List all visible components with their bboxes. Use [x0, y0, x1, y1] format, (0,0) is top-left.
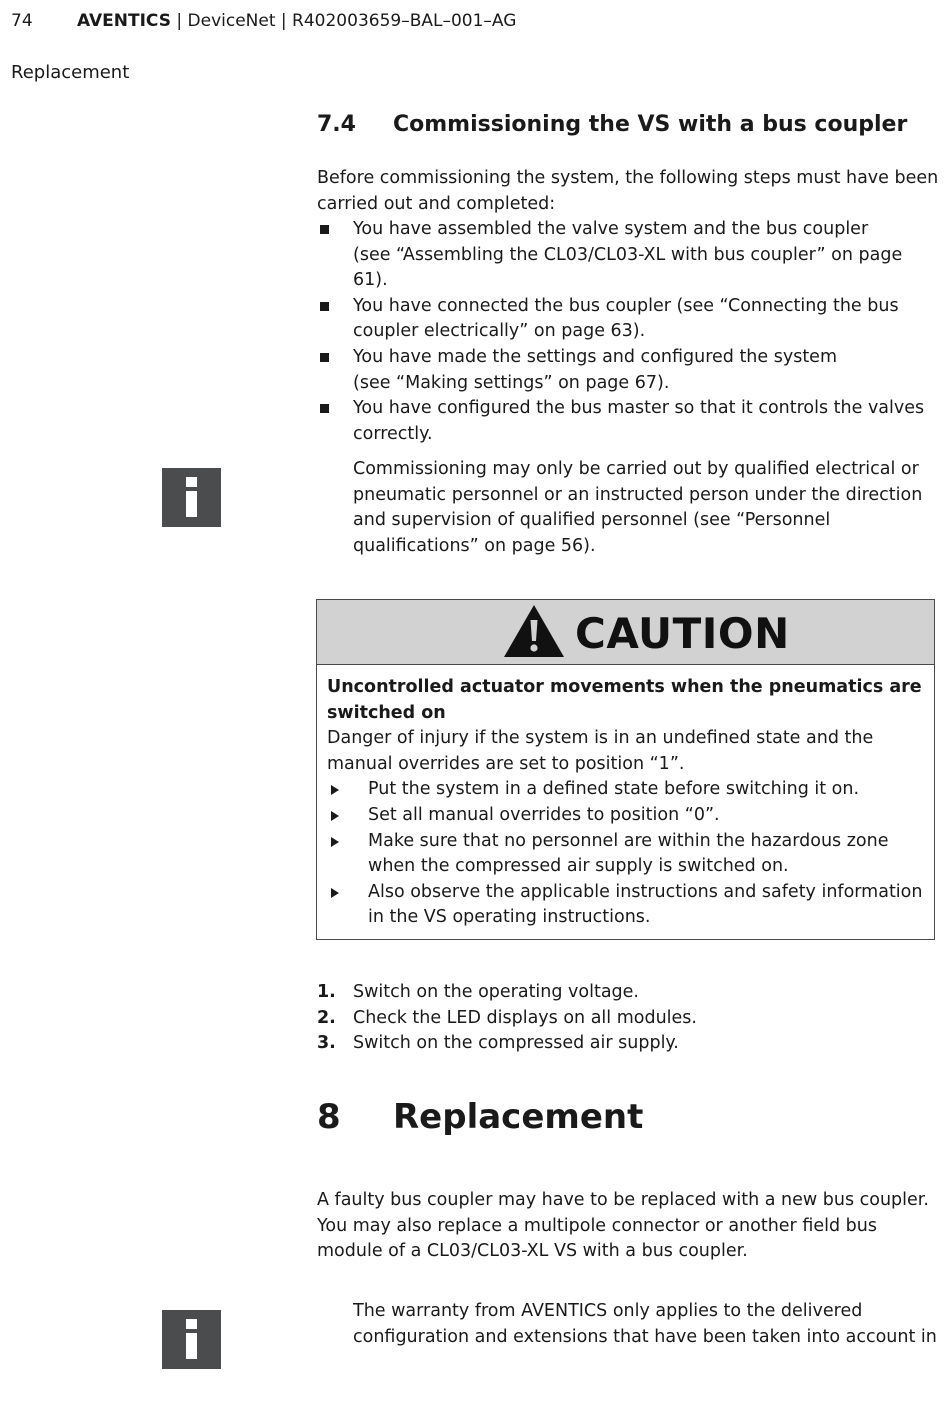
section-heading	[317, 112, 907, 137]
list-item	[317, 396, 942, 447]
list-item	[317, 294, 942, 345]
header-doc-id: R402003659–BAL–001–AG	[292, 11, 517, 31]
step-number: 1.	[317, 982, 336, 1002]
step-item	[317, 1031, 937, 1057]
caution-box	[316, 599, 935, 940]
step-text: Switch on the compressed air supply.	[353, 1033, 679, 1054]
warning-triangle-icon	[503, 604, 565, 658]
list-item	[317, 345, 942, 396]
step-item	[317, 1006, 937, 1032]
section-number: 7.4	[317, 112, 356, 137]
list-item-line: (see “Assembling the CL03/CL03-XL with bus coupler” on page 61).	[353, 244, 903, 291]
caution-lead: Uncontrolled actuator movements when the pneumatics are switched on	[327, 677, 922, 723]
step-text: Switch on the operating voltage.	[353, 982, 639, 1002]
info-icon	[162, 1310, 221, 1369]
chapter-number: 8	[317, 1097, 341, 1137]
caution-text: Danger of injury if the system is in an undefined state and the manual overrides are set to position “1”.	[327, 728, 874, 774]
header-separator: |	[170, 11, 188, 31]
chapter-tag: Replacement	[11, 62, 130, 83]
step-text: Check the LED displays on all modules.	[353, 1007, 697, 1028]
replacement-paragraph: A faulty bus coupler may have to be replaced with a new bus coupler. You may also replace a multipole connector or another field bus module of a CL03/CL03-XL VS with a bus coupler.	[317, 1190, 929, 1262]
list-item-line: You have connected the bus coupler (see “Connecting the bus	[353, 295, 899, 316]
caution-content	[327, 675, 927, 931]
page-number: 74	[11, 11, 33, 31]
caution-action-list	[327, 777, 927, 931]
warranty-note: The warranty from AVENTICS only applies to the delivered configuration and extensions that have been taken into account in	[353, 1301, 937, 1347]
header-separator: |	[275, 11, 293, 31]
list-item	[317, 217, 942, 294]
caution-header	[317, 600, 934, 665]
list-item-line: (see “Making settings” on page 67).	[353, 372, 670, 393]
procedure-steps	[317, 980, 937, 1057]
step-item	[317, 980, 937, 1006]
header-brand: AVENTICS	[77, 11, 171, 31]
list-item-line: coupler electrically” on page 63).	[353, 321, 646, 342]
list-item-line: You have made the settings and configured the system	[353, 346, 837, 367]
intro-paragraph: Before commissioning the system, the following steps must have been carried out and completed:	[317, 168, 939, 214]
header-product: DeviceNet	[187, 11, 276, 31]
info-note: Commissioning may only be carried out by qualified electrical or pneumatic personnel or an instructed person under the direction and supervision of qualified personnel (see “Personnel qualifications” on page 56).	[353, 459, 923, 556]
running-header	[11, 11, 516, 31]
list-item-line: correctly.	[353, 423, 433, 444]
section-title: Commissioning the VS with a bus coupler	[393, 112, 908, 137]
chapter-title: Replacement	[393, 1097, 644, 1137]
info-icon	[162, 468, 221, 527]
caution-title: CAUTION	[575, 609, 790, 658]
list-item: Also observe the applicable instructions and safety information in the VS operating instructions.	[327, 880, 927, 931]
step-number: 3.	[317, 1033, 336, 1054]
chapter-heading	[317, 1097, 643, 1137]
list-item-line: You have configured the bus master so that it controls the valves	[353, 398, 925, 419]
list-item: Make sure that no personnel are within the hazardous zone when the compressed air supply is switched on.	[327, 829, 927, 880]
list-item: Put the system in a defined state before switching it on.	[327, 777, 927, 803]
prerequisite-list	[317, 217, 942, 447]
list-item-line: You have assembled the valve system and the bus coupler	[353, 219, 869, 239]
list-item: Set all manual overrides to position “0”.	[327, 803, 927, 829]
step-number: 2.	[317, 1007, 336, 1028]
